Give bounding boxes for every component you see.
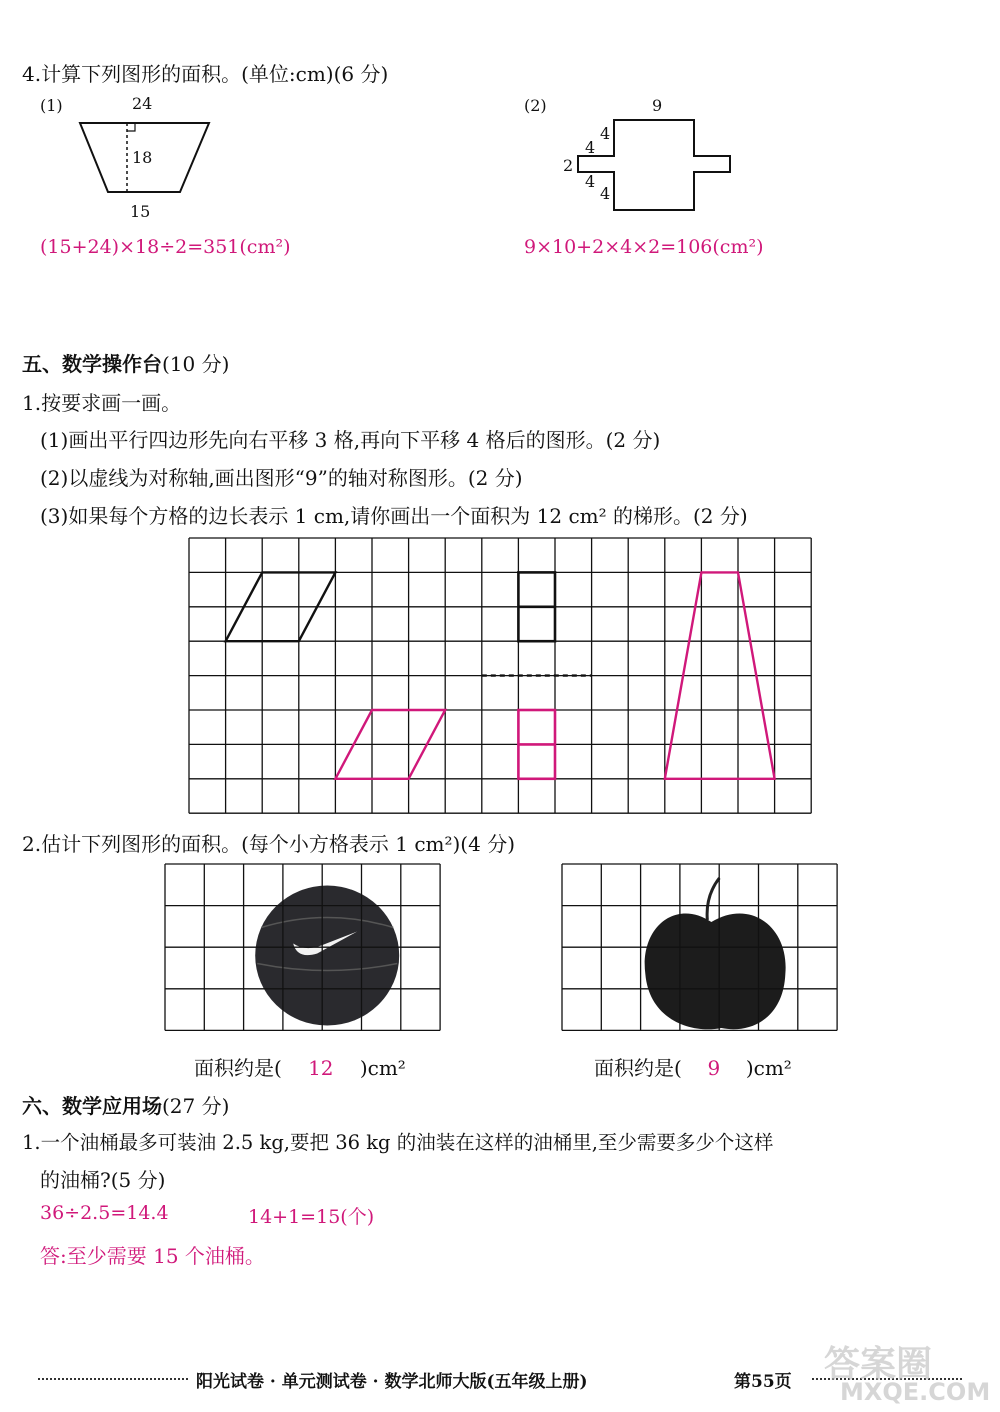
fig1-top-label: 24	[132, 94, 153, 113]
basketball-area-value: 12	[308, 1056, 334, 1080]
section6-title: 六、数学应用场	[22, 1094, 162, 1118]
watermark-url: MXQE.COM	[840, 1378, 991, 1406]
footer-text: 阳光试卷 · 单元测试卷 · 数学北师大版(五年级上册)	[196, 1372, 588, 1392]
apple-area-value: 9	[707, 1056, 721, 1080]
fig2-answer: 9×10+2×4×2=106(cm²)	[524, 236, 764, 258]
section5-title: 五、数学操作台	[22, 352, 162, 376]
s5-q1-item-3: (3)如果每个方格的边长表示 1 cm,请你画出一个面积为 12 cm² 的梯形。(2 分)	[40, 504, 748, 528]
basketball-area-suffix: )cm²	[359, 1056, 406, 1080]
apple-area-suffix: )cm²	[745, 1056, 792, 1080]
basketball-area-prefix: 面积约是(	[194, 1056, 282, 1080]
apple-stem	[707, 878, 719, 920]
s5-q1-title: 1.按要求画一画。	[22, 391, 182, 415]
footer-dots-left	[38, 1378, 188, 1380]
fig2-label-c: 2	[563, 156, 574, 175]
fig1-label: (1)	[40, 96, 63, 115]
fig2-label-b: 4	[585, 138, 596, 157]
fig2-label-d: 4	[585, 172, 596, 191]
s5-q2-title: 2.估计下列图形的面积。(每个小方格表示 1 cm²)(4 分)	[22, 832, 515, 856]
apple-area-answer	[594, 1052, 792, 1081]
fig1-answer: (15+24)×18÷2=351(cm²)	[40, 236, 291, 258]
fig2-label: (2)	[524, 96, 547, 115]
fig2-label-e: 4	[600, 184, 611, 203]
apple	[645, 914, 786, 1030]
apple-area-prefix: 面积约是(	[594, 1056, 682, 1080]
s6-q1-calc2: 14+1=15(个)	[248, 1206, 375, 1228]
watermark-logo: 答案圈	[824, 1344, 933, 1385]
s5-q1-item-1: (1)画出平行四边形先向右平移 3 格,再向下平移 4 格后的图形。(2 分)	[40, 428, 661, 452]
section5-score: (10 分)	[162, 352, 230, 376]
s6-q1-line1: 1.一个油桶最多可装油 2.5 kg,要把 36 kg 的油装在这样的油桶里,至少需要多少个这样	[22, 1131, 774, 1154]
s5-q1-item-2: (2)以虚线为对称轴,画出图形“9”的轴对称图形。(2 分)	[40, 466, 523, 490]
s6-q1-answer: 答:至少需要 15 个油桶。	[40, 1244, 265, 1268]
s6-q1-line2: 的油桶?(5 分)	[40, 1168, 166, 1192]
s6-q1-calc1: 36÷2.5=14.4	[40, 1202, 169, 1224]
fig2-top-label: 9	[652, 96, 663, 115]
q4-title: 4.计算下列图形的面积。(单位:cm)(6 分)	[22, 62, 389, 86]
basketball-area-answer	[194, 1052, 406, 1081]
section6-heading	[22, 1090, 229, 1119]
footer-page: 第55页	[734, 1372, 792, 1392]
fig1-bottom-label: 15	[130, 202, 151, 221]
fig1-height-label: 18	[132, 148, 153, 167]
section6-score: (27 分)	[162, 1094, 230, 1118]
fig2-label-a: 4	[600, 124, 611, 143]
